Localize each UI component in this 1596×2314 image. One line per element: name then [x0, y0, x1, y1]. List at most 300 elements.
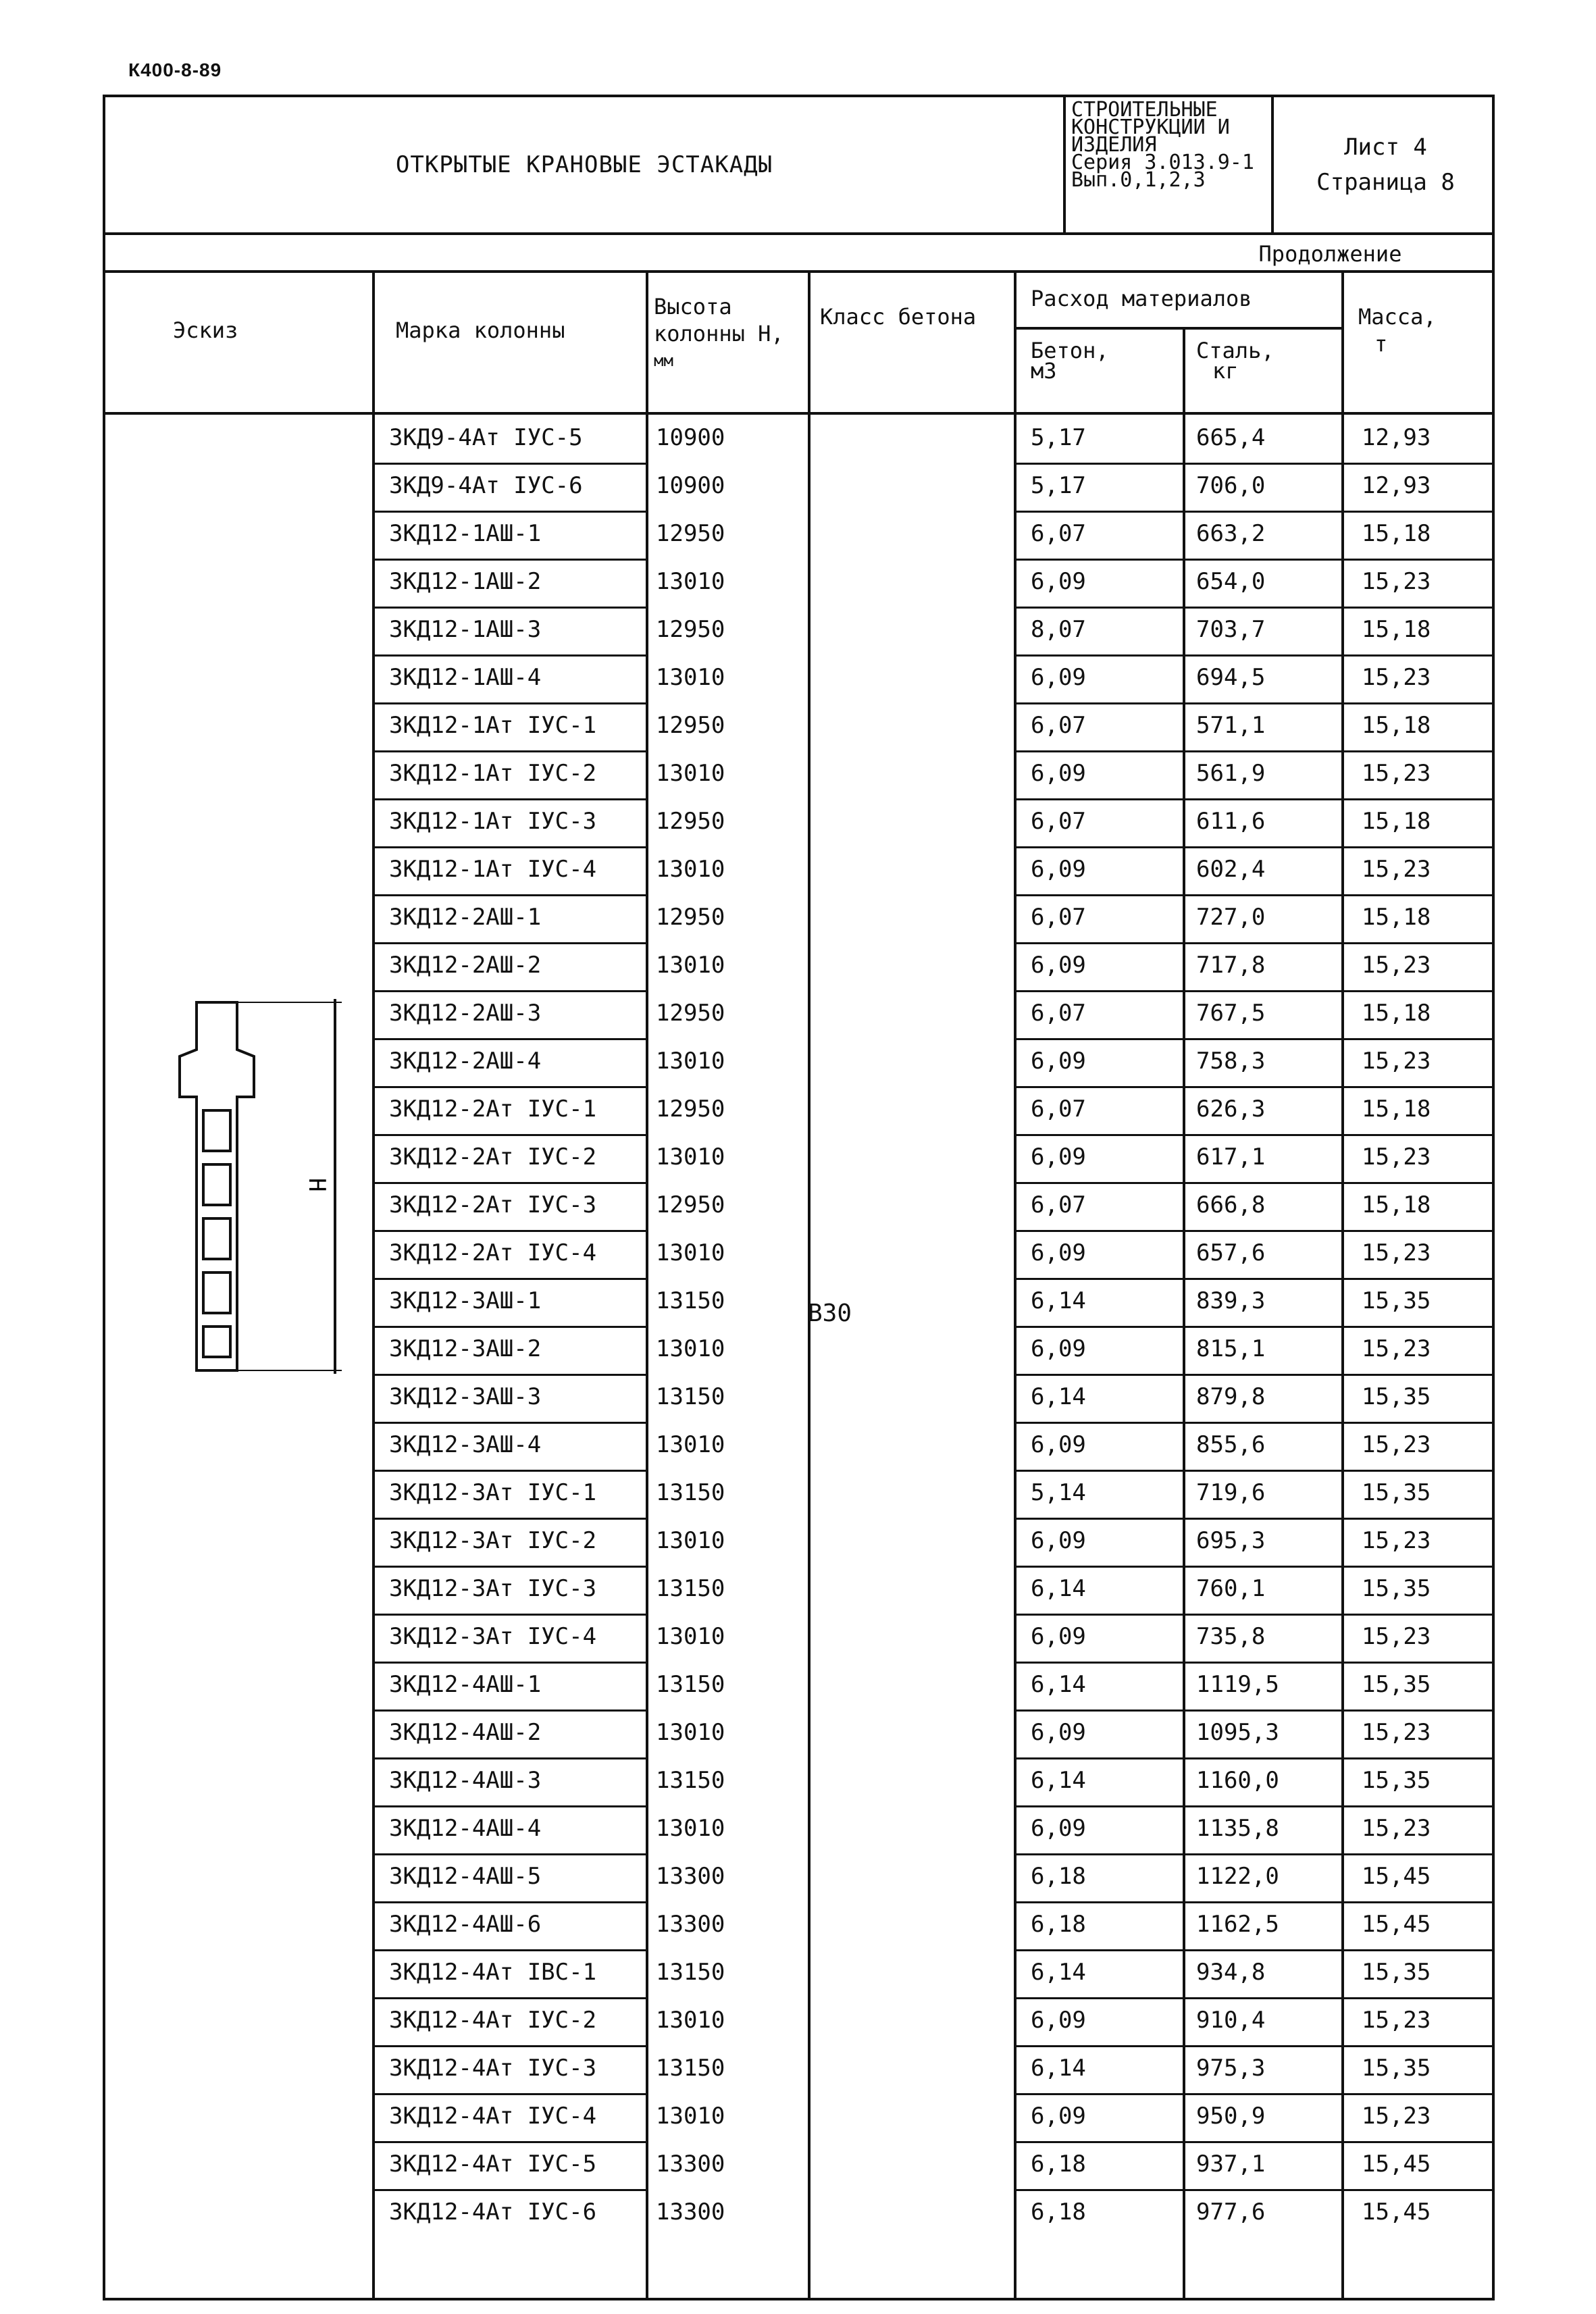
row-divider [1014, 1038, 1495, 1040]
row-divider [372, 2045, 646, 2047]
cell-steel: 1162,5 [1196, 1911, 1279, 1938]
row-divider [372, 2093, 646, 2095]
cell-height: 10900 [656, 424, 725, 451]
cell-concrete-volume: 6,09 [1031, 1623, 1086, 1650]
cell-steel: 1135,8 [1196, 1815, 1279, 1842]
row-divider [1014, 2141, 1495, 2143]
cell-concrete-volume: 6,14 [1031, 1383, 1086, 1410]
table-row [105, 1278, 1492, 1324]
cell-height: 13150 [656, 1287, 725, 1314]
row-divider [372, 1757, 646, 1759]
cell-concrete-volume: 6,14 [1031, 1767, 1086, 1794]
cell-height: 13010 [656, 760, 725, 787]
cell-mark: 3КД12-1АШ-1 [389, 520, 542, 547]
cell-height: 13010 [656, 1431, 725, 1458]
cell-steel: 719,6 [1196, 1479, 1266, 1506]
cell-steel: 694,5 [1196, 664, 1266, 691]
cell-steel: 695,3 [1196, 1527, 1266, 1554]
cell-mass: 15,18 [1362, 1000, 1431, 1027]
row-divider [372, 846, 646, 848]
cell-height: 13010 [656, 1623, 725, 1650]
cell-mark: 3КД12-4Ат IВС-1 [389, 1959, 597, 1986]
table-row [105, 2189, 1492, 2235]
table-row [105, 1230, 1492, 1276]
table-row [105, 559, 1492, 605]
cell-steel: 626,3 [1196, 1096, 1266, 1123]
cell-steel: 727,0 [1196, 904, 1266, 931]
cell-mark: 3КД12-1Ат IУС-4 [389, 856, 597, 883]
cell-height: 12950 [656, 808, 725, 835]
cell-mark: 3КД12-1Ат IУС-1 [389, 712, 597, 739]
cell-mass: 15,18 [1362, 904, 1431, 931]
cell-steel: 1119,5 [1196, 1671, 1279, 1698]
cell-mass: 15,18 [1362, 712, 1431, 739]
cell-height: 13150 [656, 1671, 725, 1698]
table-row [105, 1518, 1492, 1564]
table-row [105, 1614, 1492, 1660]
row-divider [1014, 1518, 1495, 1520]
header-mass: Масса, т [1358, 304, 1437, 357]
row-divider [372, 1134, 646, 1136]
cell-mass: 15,45 [1362, 1911, 1431, 1938]
cell-mass: 15,23 [1362, 1143, 1431, 1171]
cell-height: 12950 [656, 712, 725, 739]
cell-mass: 15,23 [1362, 952, 1431, 979]
row-divider [372, 702, 646, 704]
cell-concrete-volume: 6,18 [1031, 2151, 1086, 2178]
header-materials: Расход материалов [1031, 286, 1252, 311]
row-divider [1014, 1901, 1495, 1903]
row-divider [372, 894, 646, 896]
drawing-frame [103, 95, 1495, 2300]
row-divider [372, 1326, 646, 1328]
cell-concrete-volume: 6,09 [1031, 952, 1086, 979]
row-divider [372, 1997, 646, 1999]
cell-steel: 717,8 [1196, 952, 1266, 979]
cell-concrete-volume: 6,09 [1031, 664, 1086, 691]
cell-mass: 15,35 [1362, 1671, 1431, 1698]
document-code: К400-8-89 [128, 59, 222, 80]
cell-mass: 15,23 [1362, 1239, 1431, 1266]
cell-mass: 15,23 [1362, 568, 1431, 595]
cell-mark: 3КД12-4АШ-5 [389, 1863, 542, 1890]
cell-height: 13150 [656, 1767, 725, 1794]
cell-mass: 15,23 [1362, 1815, 1431, 1842]
cell-mark: 3КД12-2АШ-1 [389, 904, 542, 931]
concrete-class-value: В30 [808, 1300, 852, 1327]
cell-concrete-volume: 5,17 [1031, 472, 1086, 499]
table-row [105, 1709, 1492, 1755]
row-divider [1014, 2045, 1495, 2047]
cell-height: 13010 [656, 952, 725, 979]
row-divider [372, 511, 646, 513]
row-divider [372, 990, 646, 992]
row-divider [1014, 2093, 1495, 2095]
row-divider [1014, 1086, 1495, 1088]
cell-concrete-volume: 6,14 [1031, 1287, 1086, 1314]
cell-steel: 666,8 [1196, 1191, 1266, 1218]
table-row [105, 894, 1492, 940]
cell-steel: 1122,0 [1196, 1863, 1279, 1890]
row-divider [1014, 607, 1495, 609]
cell-mark: 3КД12-4АШ-1 [389, 1671, 542, 1698]
cell-steel: 611,6 [1196, 808, 1266, 835]
cell-mass: 15,45 [1362, 1863, 1431, 1890]
series-line: Вып.0,1,2,3 [1071, 168, 1206, 192]
cell-mark: 3КД9-4Ат IУС-5 [389, 424, 583, 451]
table-row [105, 1566, 1492, 1612]
cell-height: 13150 [656, 1575, 725, 1602]
cell-steel: 571,1 [1196, 712, 1266, 739]
sheet-number: Лист 4 [1344, 134, 1427, 161]
cell-steel: 602,4 [1196, 856, 1266, 883]
cell-mass: 15,35 [1362, 1479, 1431, 1506]
cell-mass: 15,45 [1362, 2151, 1431, 2178]
table-row [105, 1182, 1492, 1228]
cell-steel: 934,8 [1196, 1959, 1266, 1986]
cell-concrete-volume: 6,07 [1031, 1000, 1086, 1027]
table-row [105, 846, 1492, 892]
cell-mark: 3КД12-3АШ-2 [389, 1335, 542, 1362]
row-divider [372, 1422, 646, 1424]
table-row [105, 750, 1492, 796]
row-divider [372, 463, 646, 465]
cell-height: 13010 [656, 1335, 725, 1362]
cell-mark: 3КД12-3АШ-3 [389, 1383, 542, 1410]
row-divider [372, 1230, 646, 1232]
cell-steel: 815,1 [1196, 1335, 1266, 1362]
cell-mass: 15,35 [1362, 1383, 1431, 1410]
cell-concrete-volume: 6,18 [1031, 1863, 1086, 1890]
table-row [105, 2093, 1492, 2139]
table-row [105, 1086, 1492, 1132]
cell-steel: 950,9 [1196, 2103, 1266, 2130]
row-divider [1014, 942, 1495, 944]
row-divider [372, 798, 646, 800]
cell-mass: 12,93 [1362, 424, 1431, 451]
cell-mass: 15,35 [1362, 1575, 1431, 1602]
cell-height: 13010 [656, 856, 725, 883]
cell-concrete-volume: 6,09 [1031, 1335, 1086, 1362]
row-divider [372, 1949, 646, 1951]
row-divider [372, 1805, 646, 1807]
cell-steel: 706,0 [1196, 472, 1266, 499]
table-row [105, 1901, 1492, 1947]
cell-concrete-volume: 6,18 [1031, 1911, 1086, 1938]
cell-steel: 561,9 [1196, 760, 1266, 787]
header-sketch: Эскиз [173, 317, 238, 343]
cell-steel: 703,7 [1196, 616, 1266, 643]
cell-height: 13300 [656, 1863, 725, 1890]
sheet-block [1277, 97, 1495, 232]
cell-steel: 657,6 [1196, 1239, 1266, 1266]
cell-concrete-volume: 6,14 [1031, 1575, 1086, 1602]
cell-steel: 1160,0 [1196, 1767, 1279, 1794]
cell-concrete-volume: 6,14 [1031, 2055, 1086, 2082]
row-divider [372, 1901, 646, 1903]
cell-concrete-volume: 6,07 [1031, 904, 1086, 931]
cell-height: 12950 [656, 616, 725, 643]
cell-concrete-volume: 6,09 [1031, 1143, 1086, 1171]
table-row [105, 1038, 1492, 1084]
cell-concrete-volume: 6,09 [1031, 2103, 1086, 2130]
table-row [105, 1662, 1492, 1707]
cell-height: 12950 [656, 1096, 725, 1123]
row-divider [1014, 2189, 1495, 2191]
cell-concrete-volume: 6,07 [1031, 712, 1086, 739]
height-label: Н [303, 1178, 330, 1192]
cell-mark: 3КД12-3АШ-4 [389, 1431, 542, 1458]
cell-mass: 15,23 [1362, 1048, 1431, 1075]
table-row [105, 1757, 1492, 1803]
cell-mass: 15,23 [1362, 1719, 1431, 1746]
row-divider [372, 1518, 646, 1520]
cell-mass: 15,35 [1362, 1959, 1431, 1986]
cell-mark: 3КД12-4Ат IУС-3 [389, 2055, 597, 2082]
table-row [105, 702, 1492, 748]
row-divider [372, 750, 646, 752]
cell-mark: 3КД12-4АШ-4 [389, 1815, 542, 1842]
table-row [105, 1949, 1492, 1995]
row-divider [1014, 894, 1495, 896]
cell-mass: 15,35 [1362, 1287, 1431, 1314]
cell-mark: 3КД12-1Ат IУС-3 [389, 808, 597, 835]
row-divider [1014, 1422, 1495, 1424]
cell-mass: 15,23 [1362, 1431, 1431, 1458]
cell-mass: 15,23 [1362, 2103, 1431, 2130]
row-divider [1014, 750, 1495, 752]
cell-steel: 910,4 [1196, 2007, 1266, 2034]
cell-mark: 3КД12-1АШ-3 [389, 616, 542, 643]
cell-height: 13150 [656, 1479, 725, 1506]
series-line: Серия 3.013.9-1 [1071, 151, 1254, 174]
title-block [105, 97, 1492, 235]
cell-mark: 3КД12-4Ат IУС-5 [389, 2151, 597, 2178]
cell-concrete-volume: 6,14 [1031, 1671, 1086, 1698]
divider [105, 270, 1492, 273]
row-divider [372, 1853, 646, 1855]
row-divider [372, 2189, 646, 2191]
cell-mass: 12,93 [1362, 472, 1431, 499]
table-row [105, 511, 1492, 557]
cell-height: 12950 [656, 520, 725, 547]
cell-mark: 3КД12-2АШ-2 [389, 952, 542, 979]
row-divider [1014, 1614, 1495, 1616]
cell-steel: 937,1 [1196, 2151, 1266, 2178]
cell-steel: 617,1 [1196, 1143, 1266, 1171]
cell-height: 13150 [656, 1959, 725, 1986]
cell-mass: 15,23 [1362, 1335, 1431, 1362]
header-concrete-class: Класс бетона [820, 304, 977, 330]
table-row [105, 798, 1492, 844]
row-divider [372, 654, 646, 657]
row-divider [1014, 1134, 1495, 1136]
cell-steel: 663,2 [1196, 520, 1266, 547]
cell-mass: 15,45 [1362, 2199, 1431, 2226]
cell-concrete-volume: 6,09 [1031, 1815, 1086, 1842]
cell-mark: 3КД12-2Ат IУС-3 [389, 1191, 597, 1218]
row-divider [372, 1038, 646, 1040]
cell-concrete-volume: 5,17 [1031, 424, 1086, 451]
cell-height: 13010 [656, 664, 725, 691]
cell-mass: 15,23 [1362, 1527, 1431, 1554]
series-line: СТРОИТЕЛЬНЫЕ [1071, 98, 1218, 122]
cell-height: 13010 [656, 1143, 725, 1171]
cell-concrete-volume: 6,07 [1031, 1191, 1086, 1218]
cell-steel: 735,8 [1196, 1623, 1266, 1650]
cell-height: 13010 [656, 1239, 725, 1266]
cell-mark: 3КД12-4АШ-3 [389, 1767, 542, 1794]
cell-concrete-volume: 6,09 [1031, 568, 1086, 595]
table-row [105, 1470, 1492, 1516]
cell-mass: 15,35 [1362, 2055, 1431, 2082]
cell-height: 12950 [656, 1000, 725, 1027]
cell-mass: 15,18 [1362, 616, 1431, 643]
cell-concrete-volume: 6,09 [1031, 2007, 1086, 2034]
row-divider [1014, 654, 1495, 657]
cell-height: 13010 [656, 2007, 725, 2034]
continuation-label: Продолжение [1258, 241, 1402, 267]
cell-steel: 977,6 [1196, 2199, 1266, 2226]
cell-mass: 15,35 [1362, 1767, 1431, 1794]
cell-concrete-volume: 6,14 [1031, 1959, 1086, 1986]
row-divider [1014, 990, 1495, 992]
cell-mass: 15,18 [1362, 1096, 1431, 1123]
cell-height: 13010 [656, 1815, 725, 1842]
table-row [105, 990, 1492, 1036]
cell-height: 12950 [656, 1191, 725, 1218]
cell-mark: 3КД12-4Ат IУС-4 [389, 2103, 597, 2130]
header-mark: Марка колонны [396, 317, 565, 343]
header-steel: Сталь, кг [1196, 338, 1275, 384]
cell-steel: 654,0 [1196, 568, 1266, 595]
cell-concrete-volume: 6,09 [1031, 1527, 1086, 1554]
table-row [105, 1422, 1492, 1468]
cell-concrete-volume: 6,07 [1031, 520, 1086, 547]
cell-mark: 3КД12-1АШ-4 [389, 664, 542, 691]
cell-height: 13010 [656, 1048, 725, 1075]
table-row [105, 415, 1492, 461]
row-divider [1014, 1662, 1495, 1664]
cell-height: 13010 [656, 568, 725, 595]
cell-mass: 15,23 [1362, 2007, 1431, 2034]
row-divider [1014, 702, 1495, 704]
cell-height: 13300 [656, 2199, 725, 2226]
header-height: Высота колонны Н, мм [654, 294, 784, 370]
cell-mark: 3КД12-2АШ-3 [389, 1000, 542, 1027]
cell-mark: 3КД12-3Ат IУС-2 [389, 1527, 597, 1554]
cell-mark: 3КД12-3АШ-1 [389, 1287, 542, 1314]
cell-height: 13010 [656, 1527, 725, 1554]
cell-concrete-volume: 6,07 [1031, 1096, 1086, 1123]
cell-concrete-volume: 6,09 [1031, 1719, 1086, 1746]
row-divider [1014, 1997, 1495, 1999]
row-divider [1014, 1278, 1495, 1280]
table-row [105, 1805, 1492, 1851]
cell-mark: 3КД12-4АШ-6 [389, 1911, 542, 1938]
cell-mark: 3КД12-3Ат IУС-4 [389, 1623, 597, 1650]
divider [1014, 327, 1344, 330]
table-row [105, 1326, 1492, 1372]
row-divider [372, 942, 646, 944]
cell-height: 13150 [656, 2055, 725, 2082]
cell-height: 13300 [656, 1911, 725, 1938]
page-number: Страница 8 [1316, 169, 1455, 196]
row-divider [1014, 1182, 1495, 1184]
table-row [105, 463, 1492, 509]
cell-concrete-volume: 6,09 [1031, 856, 1086, 883]
row-divider [1014, 1757, 1495, 1759]
cell-mass: 15,23 [1362, 856, 1431, 883]
cell-steel: 758,3 [1196, 1048, 1266, 1075]
table-row [105, 1134, 1492, 1180]
table-row [105, 1374, 1492, 1420]
cell-concrete-volume: 6,09 [1031, 1048, 1086, 1075]
cell-mass: 15,23 [1362, 760, 1431, 787]
cell-steel: 767,5 [1196, 1000, 1266, 1027]
cell-mass: 15,23 [1362, 1623, 1431, 1650]
cell-steel: 839,3 [1196, 1287, 1266, 1314]
cell-height: 13010 [656, 1719, 725, 1746]
cell-mark: 3КД12-2Ат IУС-2 [389, 1143, 597, 1171]
cell-concrete-volume: 8,07 [1031, 616, 1086, 643]
cell-mark: 3КД12-1АШ-2 [389, 568, 542, 595]
row-divider [372, 1566, 646, 1568]
row-divider [1014, 1470, 1495, 1472]
row-divider [1014, 559, 1495, 561]
table-row [105, 1997, 1492, 2043]
cell-mark: 3КД12-4Ат IУС-6 [389, 2199, 597, 2226]
row-divider [372, 1182, 646, 1184]
row-divider [372, 1709, 646, 1712]
cell-concrete-volume: 6,18 [1031, 2199, 1086, 2226]
cell-mark: 3КД12-3Ат IУС-3 [389, 1575, 597, 1602]
cell-height: 13010 [656, 2103, 725, 2130]
cell-mark: 3КД12-2АШ-4 [389, 1048, 542, 1075]
cell-height: 12950 [656, 904, 725, 931]
cell-concrete-volume: 6,09 [1031, 1239, 1086, 1266]
cell-mark: 3КД9-4Ат IУС-6 [389, 472, 583, 499]
cell-height: 13300 [656, 2151, 725, 2178]
cell-mass: 15,18 [1362, 520, 1431, 547]
cell-mark: 3КД12-1Ат IУС-2 [389, 760, 597, 787]
table-row [105, 2141, 1492, 2187]
cell-steel: 665,4 [1196, 424, 1266, 451]
cell-mass: 15,18 [1362, 808, 1431, 835]
row-divider [372, 1374, 646, 1376]
cell-steel: 1095,3 [1196, 1719, 1279, 1746]
series-line: ИЗДЕЛИЯ [1071, 133, 1157, 157]
cell-mark: 3КД12-4Ат IУС-2 [389, 2007, 597, 2034]
cell-steel: 975,3 [1196, 2055, 1266, 2082]
row-divider [1014, 1374, 1495, 1376]
row-divider [372, 1470, 646, 1472]
cell-mark: 3КД12-2Ат IУС-4 [389, 1239, 597, 1266]
row-divider [1014, 1709, 1495, 1712]
table-row [105, 942, 1492, 988]
series-line: КОНСТРУКЦИИ И [1071, 115, 1230, 139]
cell-height: 10900 [656, 472, 725, 499]
row-divider [1014, 463, 1495, 465]
series-block [1066, 97, 1274, 232]
row-divider [372, 2141, 646, 2143]
row-divider [1014, 1326, 1495, 1328]
row-divider [1014, 846, 1495, 848]
row-divider [372, 607, 646, 609]
cell-concrete-volume: 6,09 [1031, 760, 1086, 787]
row-divider [1014, 1566, 1495, 1568]
cell-mark: 3КД12-3Ат IУС-1 [389, 1479, 597, 1506]
